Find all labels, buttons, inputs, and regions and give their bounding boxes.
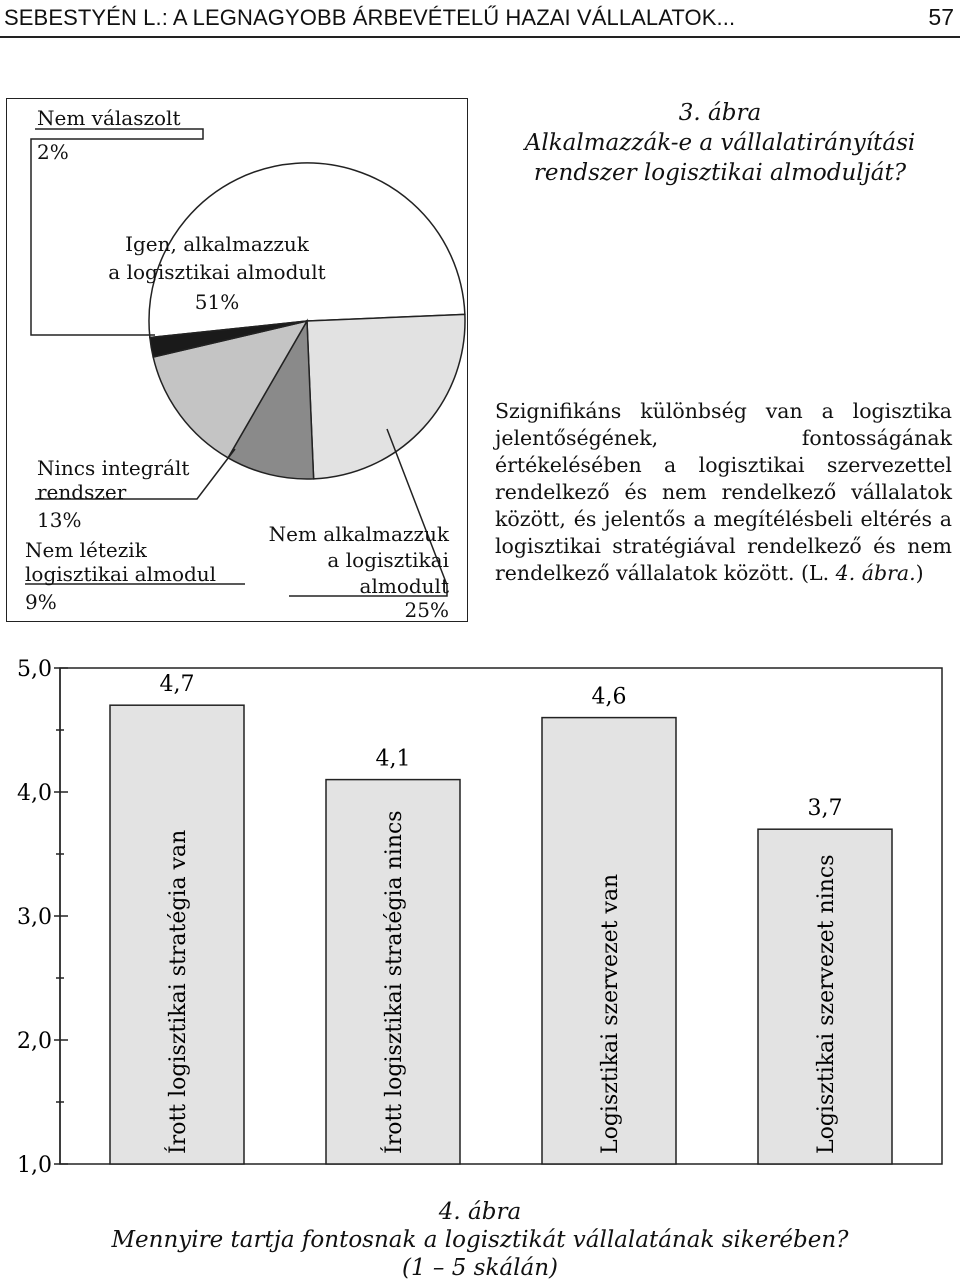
label-nem-letezik-3: 9% [25, 590, 57, 614]
figure-reference: 4. ábra. [835, 561, 916, 585]
category-label-3: Logisztikai szervezet van [598, 873, 623, 1154]
label-nem-letezik-2: logisztikai almodul [25, 562, 217, 586]
label-igen-1: Igen, alkalmazzuk [125, 232, 309, 256]
body-paragraph [495, 398, 952, 587]
figure4-caption [0, 1198, 960, 1282]
figure4-number: 4. ábra [438, 1199, 522, 1225]
figure3-caption [490, 98, 950, 188]
label-nincs-integralt-3: 13% [37, 508, 82, 532]
bar-value-label-2: 4,1 [375, 746, 411, 772]
bar-value-label-4: 3,7 [807, 796, 843, 822]
label-igen-3: 51% [194, 290, 240, 314]
label-igen-2: a logisztikai almodult [108, 260, 326, 284]
label-nem-alkalmazzuk-1: Nem alkalmazzuk [268, 522, 449, 546]
y-tick-label: 3,0 [17, 905, 52, 930]
label-nem-alkalmazzuk-2: a logisztikai [327, 548, 449, 572]
bar-chart-frame [6, 648, 954, 1188]
running-header [0, 0, 960, 38]
label-nincs-integralt-2: rendszer [37, 480, 127, 504]
category-label-1: Írott logisztikai stratégia van [166, 829, 191, 1154]
y-tick-label: 2,0 [17, 1029, 52, 1054]
figure4-question: Mennyire tartja fontosnak a logisztikát vállalatának sikerében? [111, 1227, 849, 1253]
body-text: Szignifikáns különbség van a logisztika jelentőségének, fontosságának értékelésében a logisztikai szervezettel rendelkező és nem rendelkező vállalatok között, és jelentős a megítélésbeli eltérés a logisztikai stratégiával rendelkező és nem rendelkező vállalatok között. (L. [495, 399, 952, 585]
figure3-number: 3. ábra [678, 100, 762, 126]
bar-value-label-1: 4,7 [159, 672, 195, 698]
figure3-question-line2: rendszer logisztikai almodulját? [533, 160, 907, 186]
figure3-question-line1: Alkalmazzák-e a vállalatirányítási [524, 130, 916, 156]
label-nem-valaszolt-2: 2% [37, 140, 69, 164]
page-number: 57 [928, 4, 954, 30]
label-nem-alkalmazzuk-4: 25% [404, 598, 449, 621]
body-close-paren: ) [915, 561, 924, 585]
category-label-2: Írott logisztikai stratégia nincs [382, 810, 407, 1154]
bar-value-label-3: 4,6 [591, 684, 627, 710]
pie-chart-frame [6, 98, 468, 622]
figure4-scale: (1 – 5 skálán) [402, 1255, 558, 1281]
pie-slices [149, 163, 465, 479]
label-nem-letezik-1: Nem létezik [25, 538, 147, 562]
pie-slice-nem-alkalmazzuk [307, 314, 465, 478]
running-title: SEBESTYÉN L.: A LEGNAGYOBB ÁRBEVÉTELŰ HAZAI VÁLLALATOK... [4, 5, 736, 30]
bar-chart [6, 648, 954, 1188]
label-nem-valaszolt-1: Nem válaszolt [37, 106, 181, 130]
y-tick-label: 1,0 [17, 1153, 52, 1178]
y-tick-label: 4,0 [17, 781, 52, 806]
y-tick-label: 5,0 [17, 657, 52, 682]
label-nincs-integralt-1: Nincs integrált [37, 456, 190, 480]
label-nem-alkalmazzuk-3: almodult [359, 574, 449, 598]
bars [110, 672, 892, 1164]
pie-chart [7, 99, 467, 621]
category-label-4: Logisztikai szervezet nincs [814, 854, 839, 1154]
